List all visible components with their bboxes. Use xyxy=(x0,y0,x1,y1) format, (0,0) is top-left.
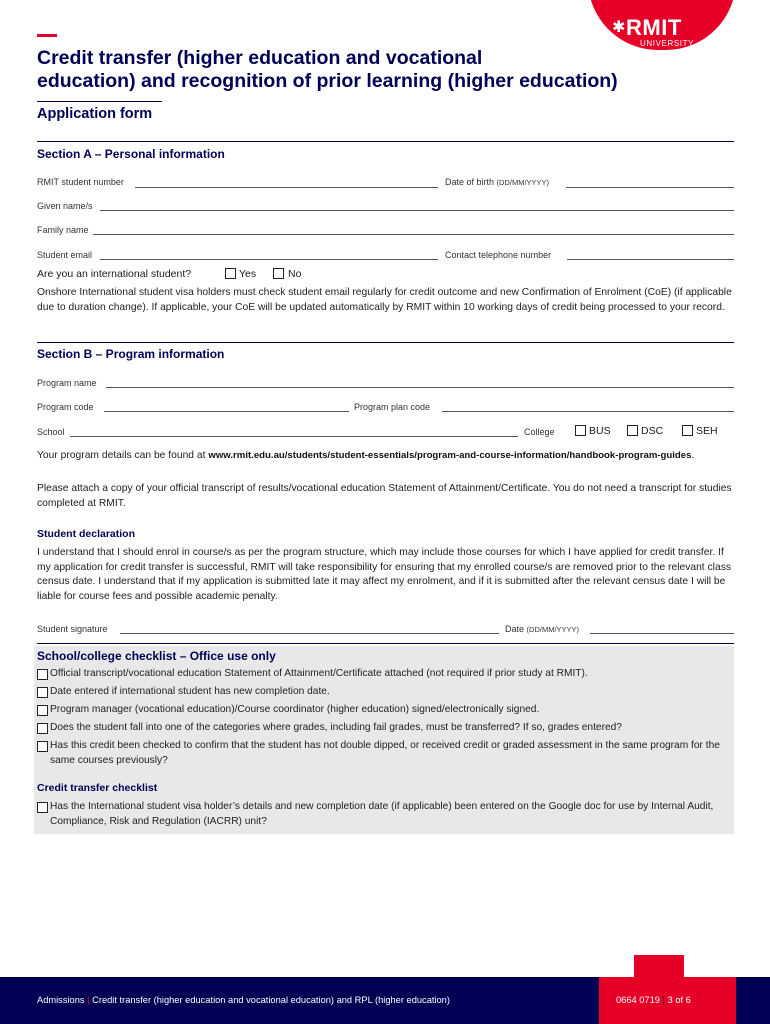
contact-phone-label: Contact telephone number xyxy=(445,250,552,260)
office-item-3: Program manager (vocational education)/Course coordinator (higher education) signed/electronically signed. xyxy=(37,703,727,718)
signature-label: Student signature xyxy=(37,624,108,634)
student-number-field[interactable] xyxy=(135,187,438,188)
college-seh-checkbox[interactable] xyxy=(682,425,693,436)
student-email-label: Student email xyxy=(37,250,93,260)
college-bus-label: BUS xyxy=(589,425,611,437)
program-plan-code-field[interactable] xyxy=(442,411,734,412)
contact-phone-field[interactable] xyxy=(567,259,734,260)
office-heading: School/college checklist – Office use only xyxy=(37,649,276,663)
school-label: School xyxy=(37,427,65,437)
international-yes-label: Yes xyxy=(239,268,257,280)
college-bus-checkbox[interactable] xyxy=(575,425,586,436)
credit-item-1: Has the International student visa holder’s details and new completion date (if applicable) been entered on the Google doc for use by Internal Audit, Compliance, Risk and Regulation (IACRR) unit? xyxy=(37,800,727,829)
footer-page-info: 0664 0719 | 3 of 6 xyxy=(616,995,691,1005)
credit-checklist-heading: Credit transfer checklist xyxy=(37,782,158,794)
section-a-rule xyxy=(37,141,734,142)
student-number-label: RMIT student number xyxy=(37,177,124,187)
office-item-2: Date entered if international student has new completion date. xyxy=(37,685,727,700)
office-item-4-checkbox[interactable] xyxy=(37,723,48,734)
declaration-date-field[interactable] xyxy=(590,633,734,634)
international-question: Are you an international student? xyxy=(37,268,192,280)
office-item-1-checkbox[interactable] xyxy=(37,669,48,680)
title-accent-dash xyxy=(37,34,57,37)
office-item-3-checkbox[interactable] xyxy=(37,705,48,716)
form-subtitle: Application form xyxy=(37,106,153,122)
section-b-heading: Section B – Program information xyxy=(37,347,225,361)
section-a-heading: Section A – Personal information xyxy=(37,147,225,161)
program-code-field[interactable] xyxy=(104,411,349,412)
signature-field[interactable] xyxy=(120,633,499,634)
school-field[interactable] xyxy=(70,436,518,437)
program-name-field[interactable] xyxy=(106,387,734,388)
college-dsc-label: DSC xyxy=(641,425,664,437)
rmit-logo: RMIT xyxy=(626,15,682,40)
program-code-label: Program code xyxy=(37,402,94,412)
visa-note: Onshore International student visa holders must check student email regularly for credit outcome and new Confirmation of Enrolment (CoE) (if applicable due to duration change). If applicable, your CoE will be updated automatically by RMIT within 10 working days of credit being processed to your record. xyxy=(37,287,732,313)
office-item-5: Has this credit been checked to confirm that the student has not double dipped, or received credit or graded assessment in the same program for the same courses previously? xyxy=(37,739,727,768)
office-item-4: Does the student fall into one of the categories where grades, including fail grades, must be transferred? If so, grades entered? xyxy=(37,721,727,736)
declaration-date-label: Date (DD/MM/YYYY) xyxy=(505,624,580,634)
program-details-link[interactable]: www.rmit.edu.au/students/student-essentials/program-and-course-information/handbook-program-guides xyxy=(208,450,692,461)
college-label: College xyxy=(524,427,555,437)
program-plan-code-label: Program plan code xyxy=(354,402,431,412)
credit-item-1-checkbox[interactable] xyxy=(37,802,48,813)
declaration-text: I understand that I should enrol in course/s as per the program structure, which may include those courses for which I have applied for credit transfer. If my application for credit transfer is successful, RMIT will take responsibility for ensuring that my enrolled course/s are removed prior to the relevant class census date. I understand that if my application is submitted late it may affect my enrolment, and if it is submitted after the relevant census date I will be liable for course fees and possible academic penalty. xyxy=(37,547,731,602)
international-no-checkbox[interactable] xyxy=(273,268,284,279)
rmit-logo-mark: ✱ xyxy=(612,19,626,36)
page-title xyxy=(37,47,737,93)
section-b-rule xyxy=(37,342,734,343)
footer-document-title: Admissions | Credit transfer (higher education and vocational education) and RPL (higher education) xyxy=(37,995,450,1005)
given-names-label: Given name/s xyxy=(37,201,93,211)
subtitle-rule xyxy=(37,101,162,102)
office-item-2-checkbox[interactable] xyxy=(37,687,48,698)
dob-field[interactable] xyxy=(566,187,734,188)
dob-label: Date of birth (DD/MM/YYYY) xyxy=(445,177,550,187)
office-rule xyxy=(37,643,734,644)
program-name-label: Program name xyxy=(37,378,97,388)
student-email-field[interactable] xyxy=(100,259,438,260)
office-item-1: Official transcript/vocational education Statement of Attainment/Certificate attached (not required if prior study at RMIT). xyxy=(37,667,727,682)
office-item-5-checkbox[interactable] xyxy=(37,741,48,752)
program-details-note: Your program details can be found at www.rmit.edu.au/students/student-essentials/program-and-course-information/handbook-program-guides. xyxy=(37,450,695,461)
college-dsc-checkbox[interactable] xyxy=(627,425,638,436)
international-yes-checkbox[interactable] xyxy=(225,268,236,279)
given-names-field[interactable] xyxy=(100,210,734,211)
rmit-logo-university: UNIVERSITY xyxy=(640,39,695,48)
international-no-label: No xyxy=(288,268,302,280)
family-name-field[interactable] xyxy=(93,234,734,235)
college-seh-label: SEH xyxy=(696,425,718,437)
transcript-note: Please attach a copy of your official transcript of results/vocational education Statement of Attainment/Certificate. You do not need a transcript for studies completed at RMIT. xyxy=(37,483,732,509)
declaration-heading: Student declaration xyxy=(37,528,136,540)
family-name-label: Family name xyxy=(37,225,89,235)
page-title-line2: education) and recognition of prior learning (higher education) xyxy=(37,70,618,92)
page-title-line1: Credit transfer (higher education and vocational xyxy=(37,47,483,69)
